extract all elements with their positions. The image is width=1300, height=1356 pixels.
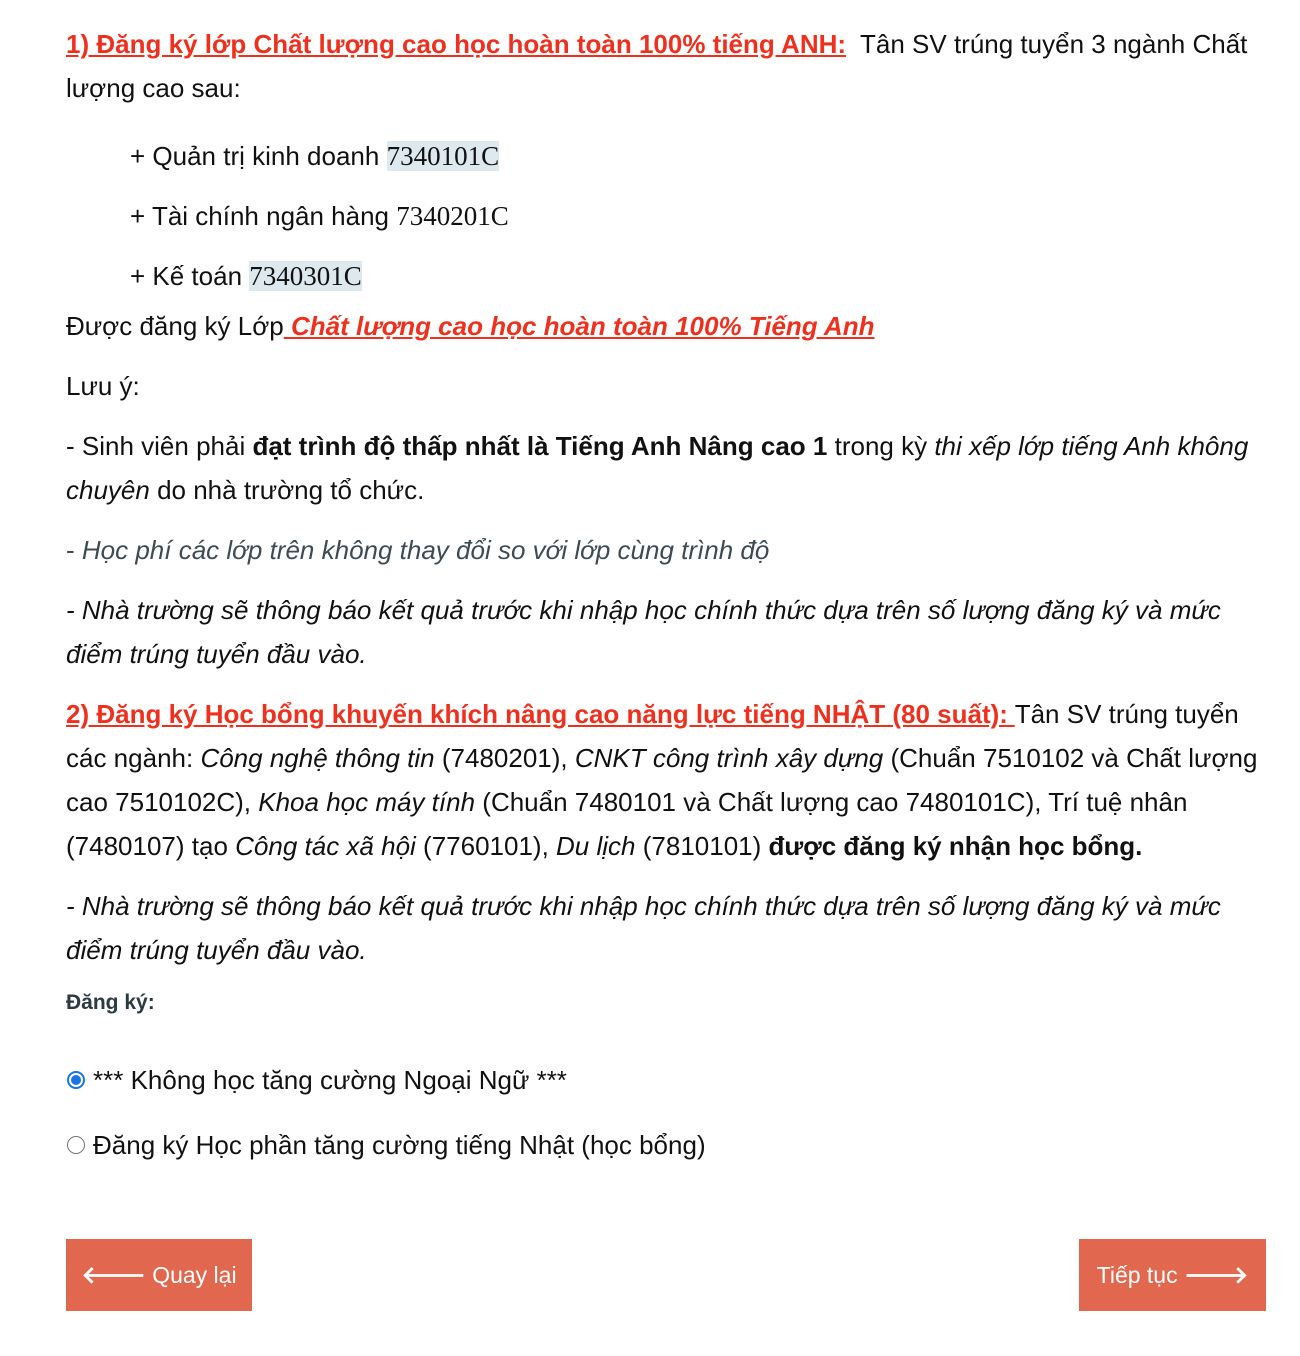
major-list bbox=[66, 126, 1271, 306]
allowed-line: Được đăng ký Lớp Chất lượng cao học hoàn toàn 100% Tiếng Anh bbox=[66, 311, 875, 341]
back-button[interactable] bbox=[66, 1239, 252, 1311]
radio-button[interactable] bbox=[67, 1136, 85, 1154]
section1-intro bbox=[66, 22, 1271, 110]
radio-option-no-extra[interactable] bbox=[66, 1058, 1271, 1102]
section1-intro-text: Tân SV trúng tuyển 3 ngành Chất lượng cao sau: bbox=[66, 29, 1248, 103]
clc-english-link[interactable]: Chất lượng cao học hoàn toàn 100% Tiếng Anh bbox=[290, 311, 875, 341]
register-label: Đăng ký: bbox=[66, 991, 155, 1014]
section2-text: 2) Đăng ký Học bổng khuyến khích nâng cao năng lực tiếng NHẬT (80 suất): Tân SV trúng tuyển các ngành: Công nghệ thông tin (7480201), CNKT công trình xây dựng (Chuẩn 7510102 và Chất lượng cao 7510102C), Khoa học máy tính (Chuẩn 7480101 và Chất lượng cao 7480101C), Trí tuệ nhân (7480107) tạo Công tác xã hội (7760101), Du lịch (7810101) được đăng ký nhận học bổng. bbox=[66, 699, 1258, 861]
list-item: + Kế toán 7340301C bbox=[130, 261, 362, 291]
major-code: 7340201C bbox=[396, 201, 509, 231]
content bbox=[66, 22, 1271, 1167]
section1-heading: 1) Đăng ký lớp Chất lượng cao học hoàn toàn 100% tiếng ANH: bbox=[66, 29, 847, 59]
radio-option-label[interactable]: Đăng ký Học phần tăng cường tiếng Nhật (học bổng) bbox=[93, 1129, 706, 1160]
list-item: + Tài chính ngân hàng 7340201C bbox=[130, 201, 509, 231]
section2-heading: 2) Đăng ký Học bổng khuyến khích nâng cao năng lực tiếng NHẬT (80 suất): bbox=[66, 699, 1008, 729]
list-item: + Quản trị kinh doanh 7340101C bbox=[130, 141, 500, 171]
back-button-label: Quay lại bbox=[152, 1261, 237, 1288]
major-code: 7340301C bbox=[249, 261, 362, 291]
note-1: - Sinh viên phải đạt trình độ thấp nhất là Tiếng Anh Nâng cao 1 trong kỳ thi xếp lớp tiếng Anh không chuyên do nhà trường tổ chức. bbox=[66, 431, 1249, 505]
note-3: - Nhà trường sẽ thông báo kết quả trước khi nhập học chính thức dựa trên số lượng đăng ký và mức điểm trúng tuyển đầu vào. bbox=[66, 595, 1221, 669]
radio-option-label[interactable]: *** Không học tăng cường Ngoại Ngữ *** bbox=[93, 1064, 567, 1095]
major-code: 7340101C bbox=[386, 141, 500, 171]
next-button-label: Tiếp tục bbox=[1096, 1261, 1178, 1288]
next-button[interactable] bbox=[1079, 1239, 1266, 1311]
radio-button-selected[interactable] bbox=[67, 1071, 85, 1089]
section2-note: - Nhà trường sẽ thông báo kết quả trước khi nhập học chính thức dựa trên số lượng đăng ký và mức điểm trúng tuyển đầu vào. bbox=[66, 891, 1221, 965]
note-label: Lưu ý: bbox=[66, 371, 140, 401]
arrow-right-icon: 🡒 bbox=[1184, 1262, 1249, 1289]
note-2: - Học phí các lớp trên không thay đổi so với lớp cùng trình độ bbox=[66, 535, 770, 565]
radio-option-japanese[interactable] bbox=[66, 1123, 1271, 1167]
arrow-left-icon: 🡐 bbox=[81, 1262, 146, 1289]
